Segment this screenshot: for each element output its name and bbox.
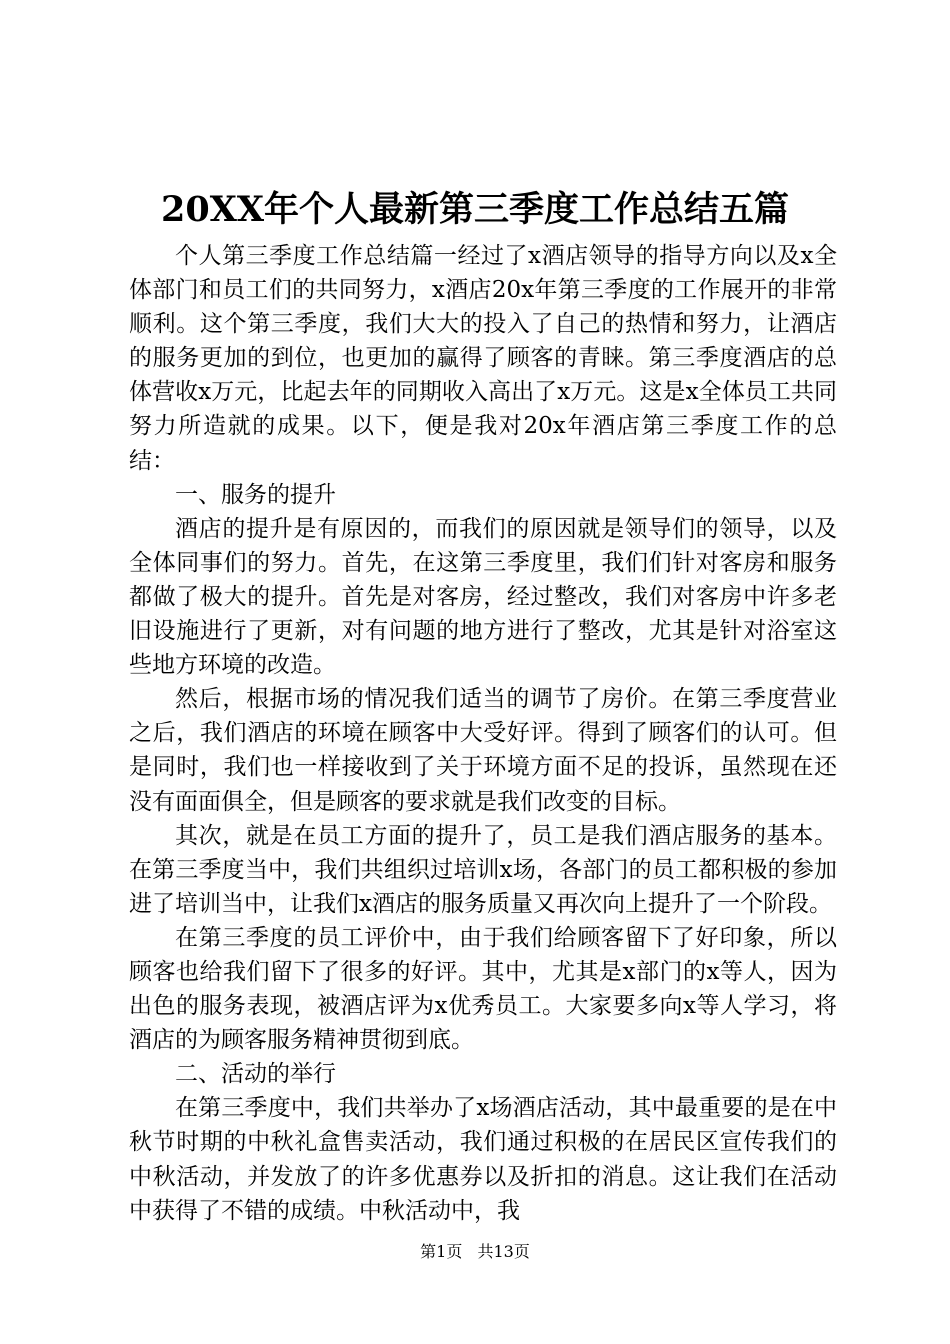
paragraph-service-reviews: 在第三季度的员工评价中，由于我们给顾客留下了好印象，所以顾客也给我们留下了很多的好评。其中，尤其是x部门的x等人，因为出色的服务表现，被酒店评为x优秀员工。大家要多向x等人学习，将酒店的为顾客服务精神贯彻到底。 [129,924,837,1054]
page-footer [0,1240,950,1264]
page-number: 第1页 [420,1242,463,1261]
paragraph-intro: 个人第三季度工作总结篇一经过了x酒店领导的指导方向以及x全体部门和员工们的共同努力，x酒店20x年第三季度的工作展开的非常顺利。这个第三季度，我们大大的投入了自己的热情和努力，让酒店的服务更加的到位，也更加的赢得了顾客的青睐。第三季度酒店的总体营收x万元，比起去年的同期收入高出了x万元。这是x全体员工共同努力所造就的成果。以下，便是我对20x年酒店第三季度工作的总结： [129,243,837,474]
document-body [129,239,837,1228]
paragraph-service-pricing: 然后，根据市场的情况我们适当的调节了房价。在第三季度营业之后，我们酒店的环境在顾客中大受好评。得到了顾客们的认可。但是同时，我们也一样接收到了关于环境方面不足的投诉，虽然现在还没有面面俱全，但是顾客的要求就是我们改变的目标。 [129,686,837,815]
section-heading-service: 一、服务的提升 [175,481,336,508]
section-heading-activities: 二、活动的举行 [175,1061,336,1088]
paragraph-service-rooms: 酒店的提升是有原因的，而我们的原因就是领导们的领导，以及全体同事们的努力。首先，在这第三季度里，我们们针对客房和服务都做了极大的提升。首先是对客房，经过整改，我们对客房中许多老旧设施进行了更新，对有问题的地方进行了整改，尤其是针对浴室这些地方环境的改造。 [129,515,837,679]
page-total: 共13页 [477,1242,530,1261]
paragraph-activities: 在第三季度中，我们共举办了x场酒店活动，其中最重要的是在中秋节时期的中秋礼盒售卖活动，我们通过积极的在居民区宣传我们的中秋活动，并发放了的许多优惠券以及折扣的消息。这让我们在活动中获得了不错的成绩。中秋活动中，我 [129,1095,837,1224]
document-title: 20XX年个人最新第三季度工作总结五篇 [160,189,790,230]
paragraph-service-staff: 其次，就是在员工方面的提升了，员工是我们酒店服务的基本。在第三季度当中，我们共组织过培训x场，各部门的员工都积极的参加进了培训当中，让我们x酒店的服务质量又再次向上提升了一个阶段。 [129,822,837,917]
